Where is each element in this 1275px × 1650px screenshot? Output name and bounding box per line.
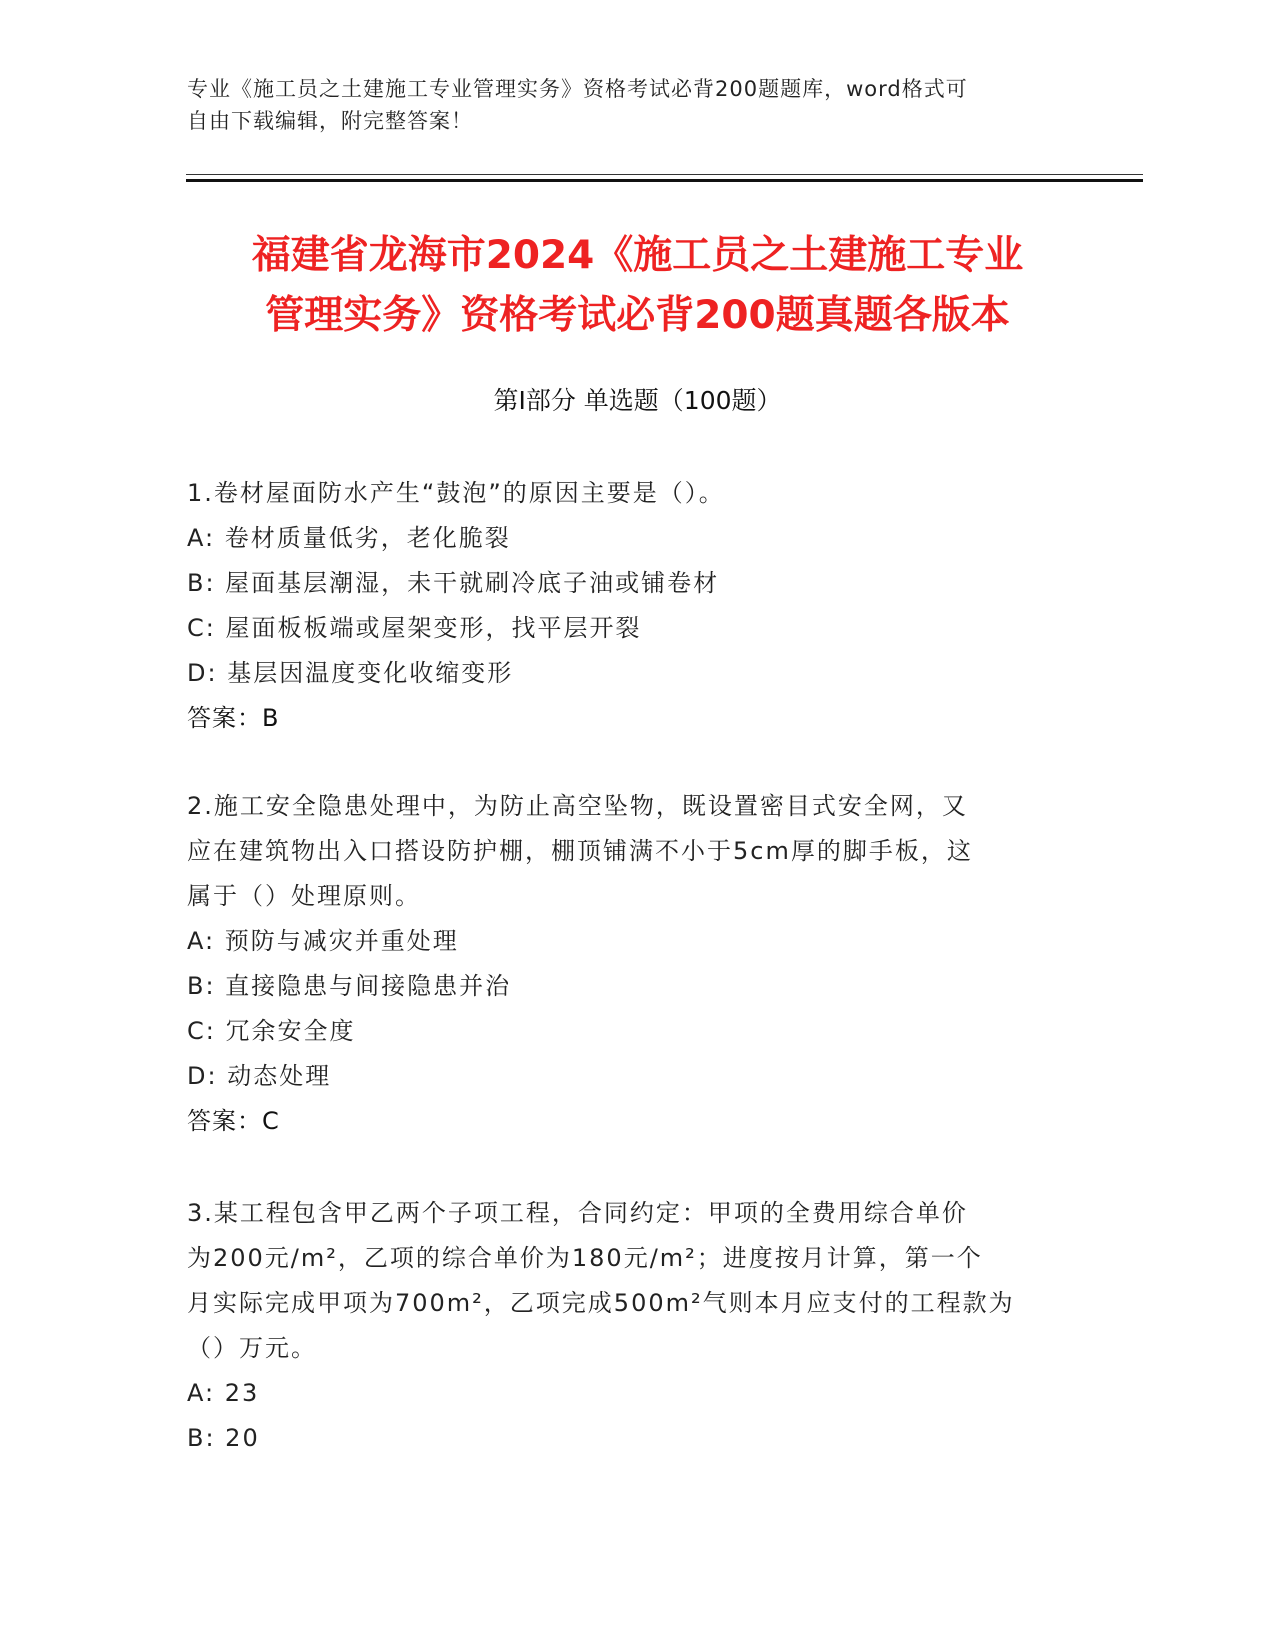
header-note <box>187 73 1087 137</box>
option-d: D: 基层因温度变化收缩变形 <box>187 659 514 687</box>
option-d: D: 动态处理 <box>187 1062 332 1090</box>
header-note-line: 自由下载编辑，附完整答案！ <box>187 109 473 133</box>
question-stem <box>187 471 1087 516</box>
section-heading: 第Ⅰ部分 单选题（100题） <box>493 386 782 415</box>
option-a: A: 23 <box>187 1379 260 1407</box>
question-stem-line: 应在建筑物出入口搭设防护棚，棚顶铺满不小于5cm厚的脚手板，这 <box>187 837 973 865</box>
document-title-line: 福建省龙海市2024《施工员之土建施工专业 <box>251 233 1024 278</box>
header-note-line: 专业《施工员之土建施工专业管理实务》资格考试必背200题题库，word格式可 <box>187 77 968 101</box>
question-stem-line: 为200元/m²，乙项的综合单价为180元/m²；进度按月计算，第一个 <box>187 1244 983 1272</box>
header-divider-thin <box>186 174 1143 175</box>
question-stem-line: 2.施工安全隐患处理中，为防止高空坠物，既设置密目式安全网，又 <box>187 792 968 820</box>
option-a: A: 卷材质量低劣，老化脆裂 <box>187 524 511 552</box>
option-b: B: 20 <box>187 1424 260 1452</box>
question-stem-line: （）万元。 <box>187 1334 317 1362</box>
question-3 <box>187 1191 1087 1461</box>
question-stem-line: 属于（）处理原则。 <box>187 882 421 910</box>
option-b: B: 屋面基层潮湿，未干就刷冷底子油或铺卷材 <box>187 569 720 597</box>
header-divider-thick <box>186 179 1143 182</box>
question-2 <box>187 784 1087 1144</box>
option-b: B: 直接隐患与间接隐患并治 <box>187 972 512 1000</box>
document-title <box>150 226 1125 346</box>
question-stem-line: 1.卷材屋面防水产生“鼓泡”的原因主要是（）。 <box>187 479 725 507</box>
option-c: C: 冗余安全度 <box>187 1017 356 1045</box>
option-a: A: 预防与减灾并重处理 <box>187 927 459 955</box>
answer-text: 答案：B <box>187 704 280 732</box>
question-stem-line: 3.某工程包含甲乙两个子项工程，合同约定：甲项的全费用综合单价 <box>187 1199 968 1227</box>
question-stem-line: 月实际完成甲项为700m²，乙项完成500m²气则本月应支付的工程款为 <box>187 1289 1015 1317</box>
question-stem <box>187 1191 1087 1371</box>
document-title-line: 管理实务》资格考试必背200题真题各版本 <box>265 293 1010 338</box>
question-1 <box>187 471 1087 741</box>
question-stem <box>187 784 1087 919</box>
option-c: C: 屋面板板端或屋架变形，找平层开裂 <box>187 614 642 642</box>
answer-text: 答案：C <box>187 1107 280 1135</box>
